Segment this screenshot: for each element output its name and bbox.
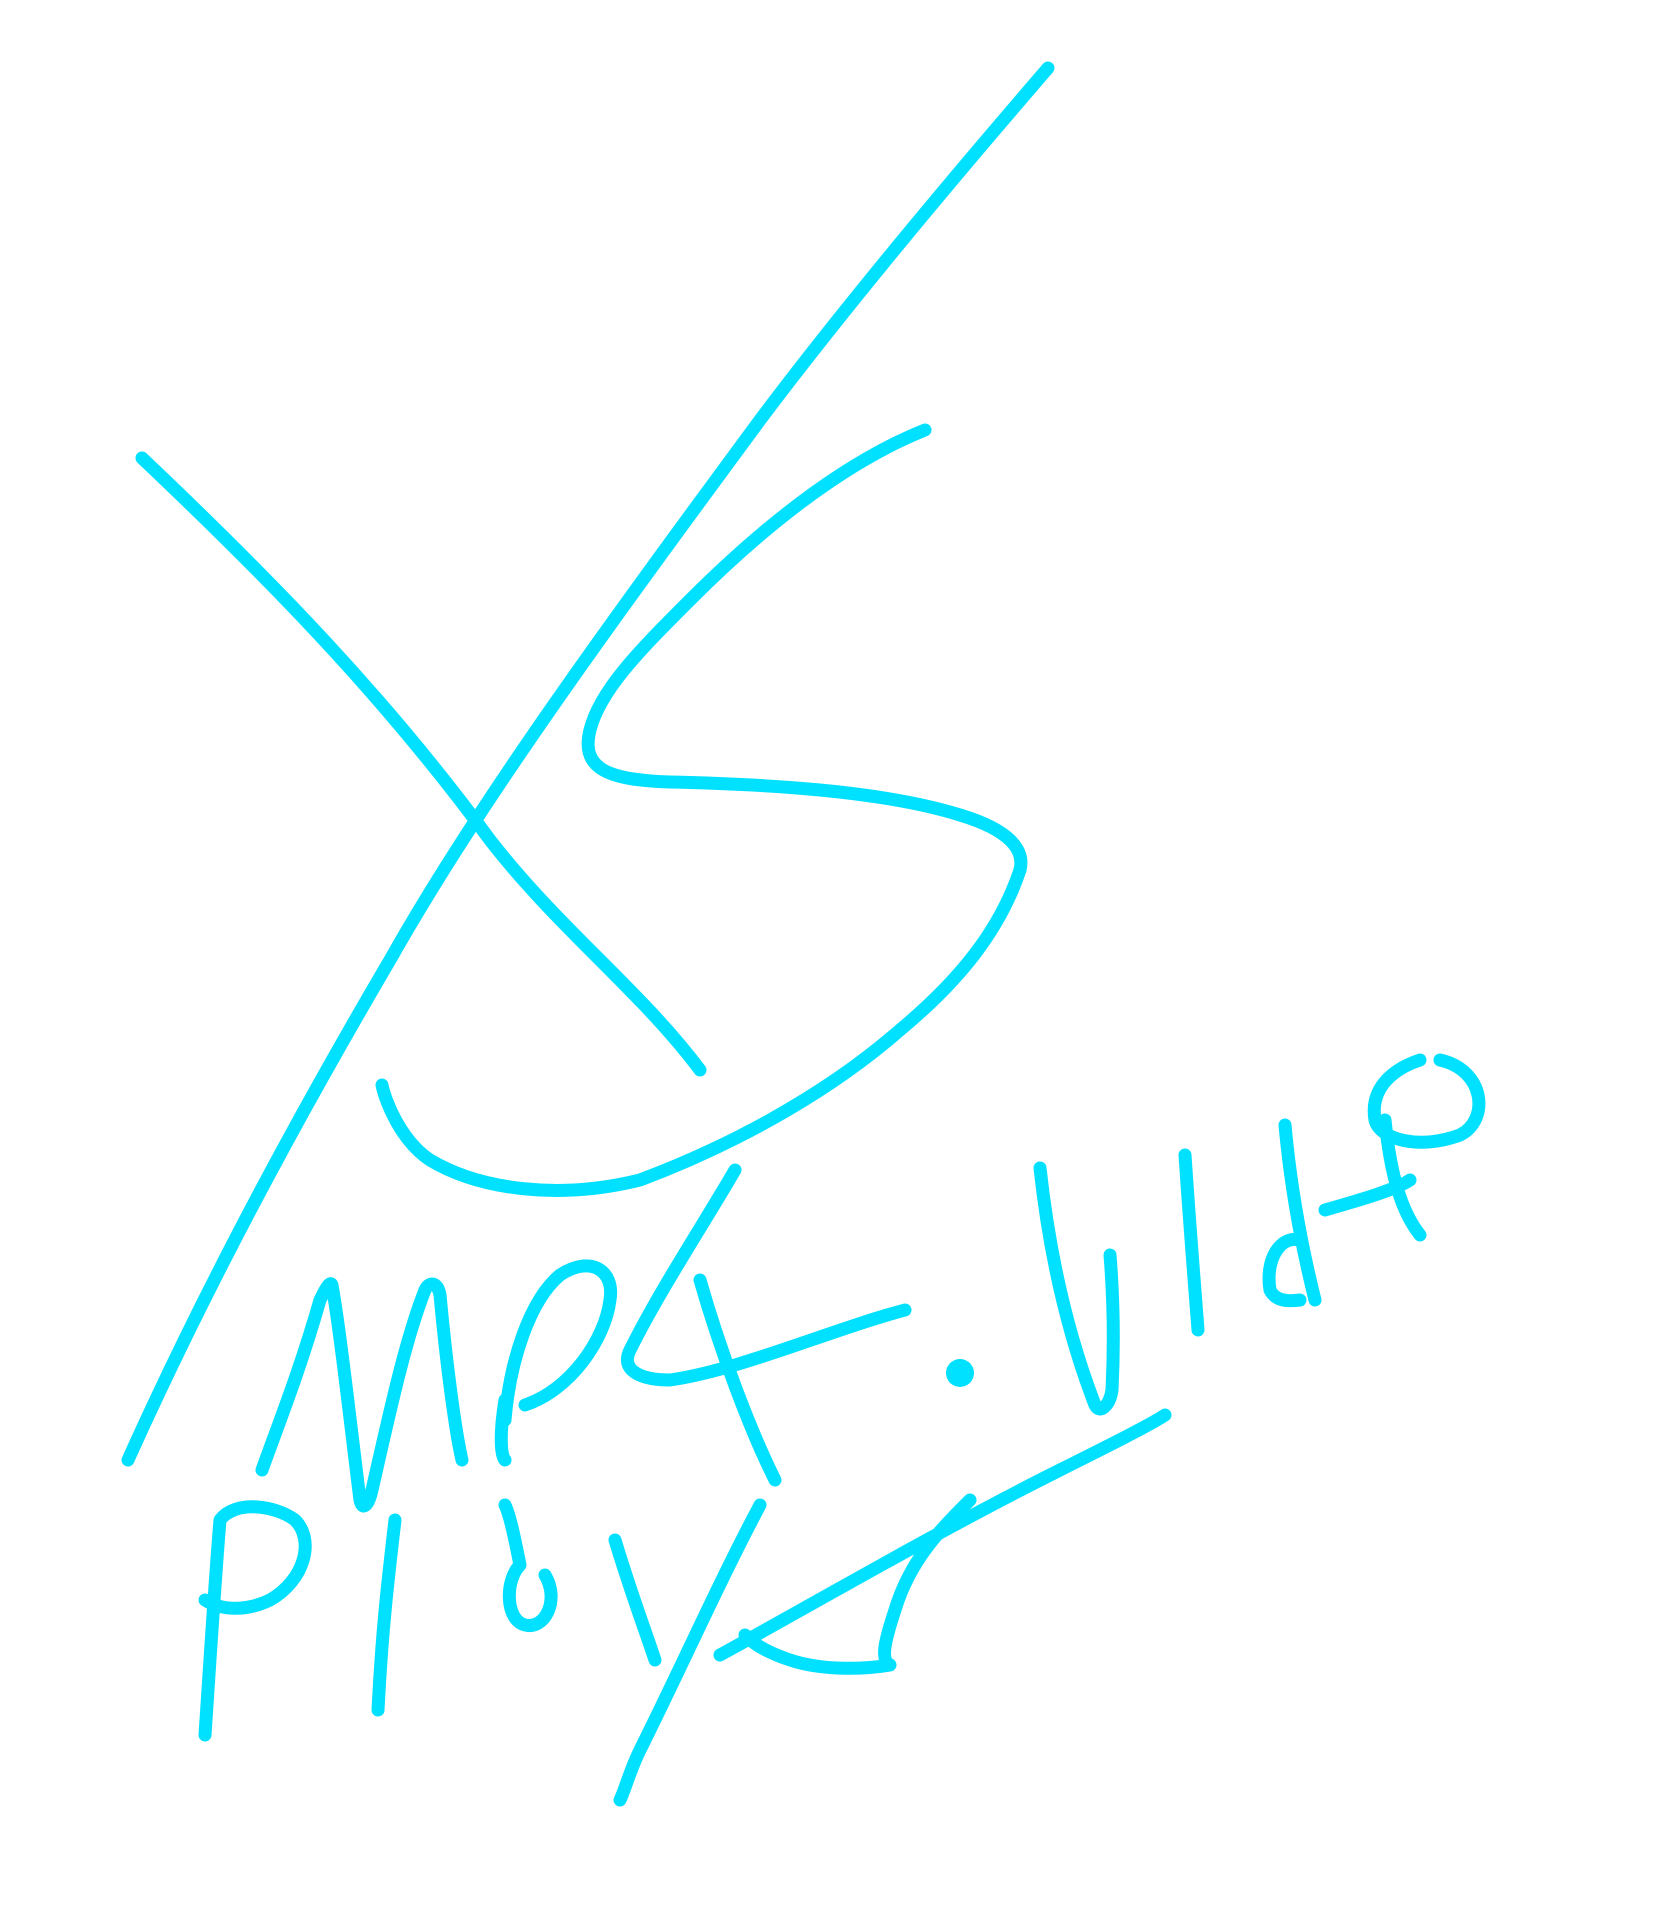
number-4-stroke [627, 1170, 905, 1480]
letter-o-stroke [1374, 1060, 1479, 1142]
letter-p2-stroke [205, 1507, 305, 1735]
letter-p-stroke [501, 1266, 610, 1460]
letter-m-stroke [262, 1284, 462, 1506]
letter-y-stroke [615, 1505, 760, 1800]
letter-d-stroke [1269, 1125, 1315, 1301]
letter-i-stroke [1185, 1155, 1198, 1330]
x-cross-stroke [142, 458, 700, 1070]
s-swoop-stroke [382, 870, 1020, 1190]
hook-stroke [588, 430, 1021, 870]
letter-v-stroke [1040, 1168, 1113, 1409]
letter-l-stroke [378, 1520, 395, 1710]
letter-er-swoosh-stroke [720, 1415, 1165, 1668]
letter-a-stroke [505, 1505, 551, 1626]
period-dot [946, 1359, 974, 1387]
